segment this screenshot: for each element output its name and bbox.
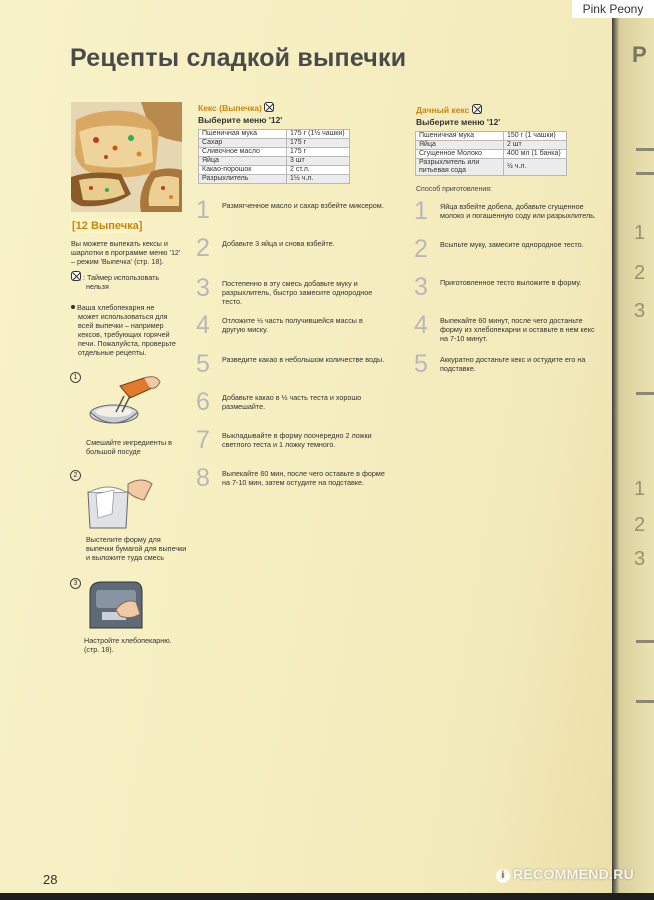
bullet-note	[71, 303, 176, 357]
timer-note-line: : Таймер использовать	[83, 273, 160, 282]
step-text	[222, 352, 384, 364]
recipe-step	[196, 390, 361, 414]
step-text	[222, 276, 372, 306]
step-text-line: другую миску.	[222, 325, 268, 334]
recipe-step	[196, 236, 335, 260]
ingredient-row	[199, 130, 350, 139]
bullet-note-line: всей выпечки – например	[78, 321, 164, 330]
illustration-step-number: 2	[70, 470, 81, 481]
recipe-step	[414, 237, 584, 261]
program-label: [12 Выпечка]	[72, 220, 143, 232]
step-text	[440, 199, 596, 220]
cake-photo	[71, 102, 182, 212]
step-number: 3	[196, 274, 210, 302]
ingredient-quantity: 175 г	[287, 139, 350, 148]
next-page-step: 1	[634, 478, 646, 500]
recipe-menu: Выберите меню '12'	[416, 117, 501, 127]
step-text	[440, 275, 581, 287]
method-label: Способ приготовления:	[416, 186, 492, 193]
ingredient-name: Сахар	[199, 139, 287, 148]
ingredients-table	[415, 131, 567, 176]
step-text	[222, 198, 384, 210]
ingredient-quantity: 1½ ч.л.	[287, 175, 350, 184]
step-text-line: форму из хлебопекарни и оставьте в нем кекс	[440, 325, 595, 334]
step-text-line: на 7-10 минут.	[440, 334, 488, 343]
caption-line: Выстелите форму для	[86, 535, 161, 544]
mixer-illustration	[86, 372, 166, 437]
step-number: 4	[414, 311, 428, 339]
pan-drawing	[84, 474, 156, 530]
step-text	[222, 390, 361, 411]
step-number: 1	[196, 196, 210, 224]
ingredient-name: Пшеничная мука	[199, 130, 287, 139]
ingredient-quantity: 400 мл (1 банка)	[504, 150, 567, 159]
recommend-logo-icon: i	[496, 869, 510, 883]
intro-description-line: шарлотки в программе меню '12'	[71, 248, 181, 257]
recipe-menu: Выберите меню '12'	[198, 115, 283, 125]
step-text	[222, 236, 335, 248]
step-text-line: Постепенно в эту смесь добавьте муку и	[222, 279, 358, 288]
timer-note-line: нельзя	[86, 282, 109, 291]
next-page-step: 2	[634, 262, 646, 284]
step-number: 2	[196, 234, 210, 262]
step-text-line: подставке.	[440, 364, 476, 373]
recipe-step	[196, 466, 385, 490]
ingredient-quantity: ½ ч.л.	[504, 159, 567, 176]
illustration-step-number: 1	[70, 372, 81, 383]
recipe-step	[196, 352, 384, 376]
next-page-step: 2	[634, 514, 646, 536]
step-number: 6	[196, 388, 210, 416]
ingredient-name: Сгущенное Молоко	[416, 150, 504, 159]
next-page-line	[636, 700, 654, 703]
caption-line: и выложите туда смесь	[86, 553, 165, 562]
next-page-line	[636, 392, 654, 395]
pan-illustration	[84, 474, 156, 535]
caption-line: (стр. 18).	[84, 645, 114, 654]
page-number: 28	[43, 872, 58, 887]
ingredient-name: Яйца	[416, 141, 504, 150]
ingredient-quantity: 150 г (1 чашки)	[504, 132, 567, 141]
step-text-line: разрыхлитель, быстро замесите однородное	[222, 288, 373, 297]
caption-line: Настройте хлебопекарню.	[84, 636, 172, 645]
step-text-line: Приготовленное тесто выложите в форму.	[440, 278, 582, 287]
timer-note	[71, 271, 159, 291]
step-text-line: Выпекайте 60 мин, после чего оставьте в форме	[222, 469, 385, 478]
intro-description-line: Вы можете выпекать кексы и	[71, 239, 168, 248]
bullet-note-line: отдельные рецепты.	[78, 348, 147, 357]
recipe-title	[416, 104, 482, 115]
next-page-edge	[612, 0, 654, 893]
bullet-note-line: кексов, требующих горячей	[78, 330, 170, 339]
step-text-line: Всыпьте муку, замесите однородное тесто.	[440, 240, 584, 249]
next-page-step: 3	[634, 548, 646, 570]
ingredient-row	[416, 159, 567, 176]
breadmaker-drawing	[86, 580, 146, 630]
ingredient-quantity: 3 шт	[287, 157, 350, 166]
ingredient-row	[199, 148, 350, 157]
next-page-step: 3	[634, 300, 646, 322]
ingredient-row	[199, 175, 350, 184]
illustration-caption	[86, 535, 186, 562]
recipe-step	[414, 313, 595, 343]
step-number: 8	[196, 464, 210, 492]
bullet-note-line: может использоваться для	[78, 312, 168, 321]
ingredient-quantity: 175 г (1½ чашки)	[287, 130, 350, 139]
ingredients-table	[198, 129, 350, 184]
watermark-bottom	[496, 866, 634, 883]
intro-description	[71, 239, 180, 266]
watermark-top: Pink Peony	[572, 0, 654, 18]
scan-edge	[0, 893, 654, 900]
step-text-line: Аккуратно достаньте кекс и остудите его на	[440, 355, 586, 364]
recipe-title-text: Дачный кекс	[416, 105, 470, 115]
illustration-step-number: 3	[70, 578, 81, 589]
step-number: 1	[414, 197, 428, 225]
next-page-line	[636, 148, 654, 151]
ingredient-quantity: 175 г	[287, 148, 350, 157]
step-number: 3	[414, 273, 428, 301]
ingredient-row	[416, 150, 567, 159]
illustration-caption	[84, 636, 172, 654]
step-text-line: размешайте.	[222, 402, 266, 411]
caption-line: Смешайте ингредиенты в	[86, 438, 173, 447]
next-page-title: Р	[632, 42, 647, 67]
step-text-line: тесто.	[222, 297, 243, 306]
bullet-note-line: Ваша хлебопекарня не	[77, 303, 155, 312]
bullet-icon	[71, 305, 75, 309]
recipe-step	[414, 275, 581, 299]
intro-description-line: – режим 'Выпечка' (стр. 18).	[71, 257, 164, 266]
page-title: Рецепты сладкой выпечки	[70, 44, 407, 72]
step-text-line: Добавьте какао в ½ часть теста и хорошо	[222, 393, 362, 402]
step-text	[222, 466, 385, 487]
step-text-line: Размягченное масло и сахар взбейте миксером.	[222, 201, 384, 210]
ingredient-quantity: 2 шт	[504, 141, 567, 150]
caption-line: выпечки бумагой для выпечки	[86, 544, 187, 553]
step-text-line: Выпекайте 60 минут, после чего достаньте	[440, 316, 583, 325]
caption-line: большой посуде	[86, 447, 141, 456]
step-text	[440, 237, 584, 249]
ingredient-row	[416, 141, 567, 150]
bullet-note-line: печи. Пожалуйста, проверьте	[78, 339, 176, 348]
cake-photo-drawing	[71, 102, 182, 212]
timer-disabled-icon	[472, 104, 482, 114]
ingredient-name: Разрыхлитель	[199, 175, 287, 184]
recipe-step	[196, 428, 372, 452]
ingredient-row	[199, 166, 350, 175]
step-text-line: Выкладывайте в форму поочередно 2 ложки	[222, 431, 372, 440]
ingredient-name: Сливочное масло	[199, 148, 287, 157]
recipe-step	[414, 352, 585, 376]
ingredient-name: Какао-порошок	[199, 166, 287, 175]
recipe-title-text: Кекс (Выпечка)	[198, 103, 262, 113]
step-number: 4	[196, 311, 210, 339]
ingredient-row	[416, 132, 567, 141]
recipe-step	[196, 198, 384, 222]
timer-disabled-icon	[71, 271, 81, 281]
step-number: 5	[196, 350, 210, 378]
step-text-line: молоко и погашенную соду или разрыхлитель.	[440, 211, 596, 220]
step-text	[440, 313, 595, 343]
illustration-caption	[86, 438, 172, 456]
step-text	[440, 352, 585, 373]
ingredient-name: Яйца	[199, 157, 287, 166]
step-number: 2	[414, 235, 428, 263]
next-page-line	[636, 172, 654, 175]
step-text-line: Добавьте 3 яйца и снова взбейте.	[222, 239, 335, 248]
step-text-line: Отложите ½ часть получившейся массы в	[222, 316, 363, 325]
recipe-title	[198, 102, 274, 113]
timer-disabled-icon	[264, 102, 274, 112]
next-page-step: 1	[634, 222, 646, 244]
mixer-drawing	[86, 372, 166, 432]
recipe-step	[414, 199, 596, 223]
recipe-step	[196, 276, 372, 306]
breadmaker-illustration	[86, 580, 146, 635]
step-text-line: Разведите какао в небольшом количестве воды.	[222, 355, 385, 364]
watermark-bottom-text: RECOMMEND.RU	[513, 866, 635, 882]
step-text	[222, 313, 363, 334]
step-number: 7	[196, 426, 210, 454]
ingredient-quantity: 2 ст.л.	[287, 166, 350, 175]
ingredient-row	[199, 139, 350, 148]
ingredient-name: Разрыхлитель или питьевая сода	[416, 159, 504, 176]
ingredient-name: Пшеничная мука	[416, 132, 504, 141]
ingredient-row	[199, 157, 350, 166]
step-text-line: Яйца взбейте добела, добавьте сгущенное	[440, 202, 584, 211]
recipe-step	[196, 313, 363, 337]
step-text	[222, 428, 372, 449]
step-number: 5	[414, 350, 428, 378]
next-page-line	[636, 640, 654, 643]
step-text-line: светлого теста и 1 ложку темного.	[222, 440, 336, 449]
step-text-line: на 7-10 мин, затем остудите на подставке.	[222, 478, 365, 487]
